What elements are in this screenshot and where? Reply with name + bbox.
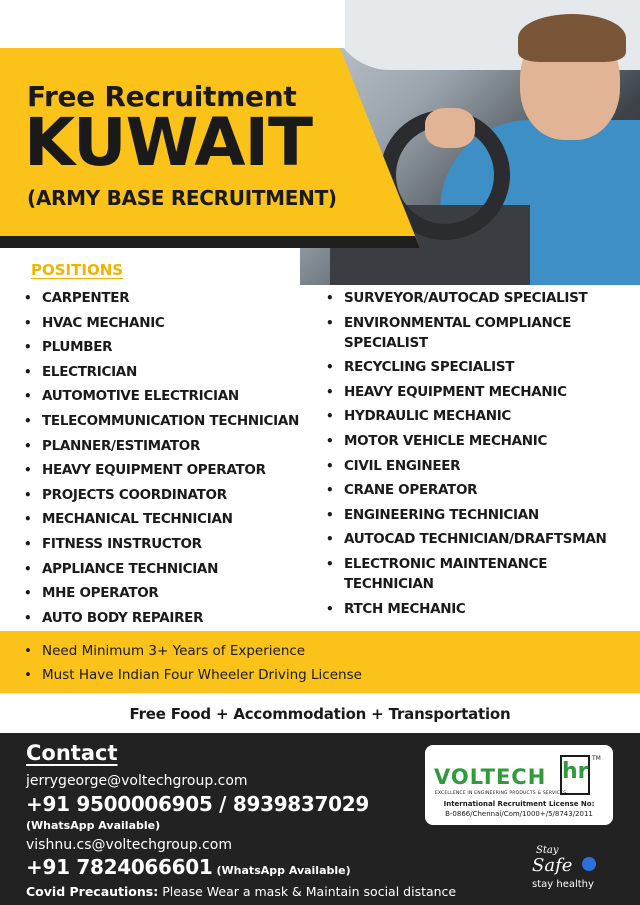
phone-row <box>26 855 351 879</box>
list-item <box>326 357 636 377</box>
bullet-icon: • <box>24 487 32 502</box>
stay-safe-bottom: stay healthy <box>532 879 594 890</box>
position-label: PLUMBER <box>42 339 113 356</box>
list-item <box>24 460 324 480</box>
list-item <box>24 485 324 505</box>
bullet-icon: • <box>24 291 32 305</box>
bullet-icon: • <box>24 438 32 453</box>
position-label: CRANE OPERATOR <box>344 482 478 499</box>
stay-safe-top: Stay <box>536 845 559 856</box>
covid-label: Covid Precautions: <box>26 884 159 899</box>
mask-person-icon <box>582 857 596 871</box>
list-item <box>24 608 324 628</box>
position-label: HVAC MECHANIC <box>42 314 165 331</box>
bullet-icon: • <box>326 433 334 448</box>
position-label: RECYCLING SPECIALIST <box>344 359 515 376</box>
list-item <box>24 639 640 663</box>
positions-list-right <box>326 288 636 623</box>
position-label: MECHANICAL TECHNICIAN <box>42 511 233 528</box>
bullet-icon: • <box>326 532 334 547</box>
positions-heading: POSITIONS <box>31 261 124 279</box>
bullet-icon: • <box>24 364 32 379</box>
voltech-logo: VOLTECH <box>434 765 547 789</box>
bullet-icon: • <box>326 507 334 522</box>
phone-number[interactable]: +91 7824066601 <box>26 855 213 879</box>
position-label: MOTOR VEHICLE MECHANIC <box>344 432 548 449</box>
bullet-icon: • <box>24 413 32 428</box>
title-country: KUWAIT <box>24 104 313 181</box>
position-label: ENGINEERING TECHNICIAN <box>344 506 539 523</box>
position-label: CARPENTER <box>42 290 130 306</box>
trademark-mark: TM <box>592 755 601 762</box>
bullet-icon: • <box>326 601 334 616</box>
covid-text: Please Wear a mask & Maintain social distance <box>162 884 457 899</box>
list-item <box>24 583 324 603</box>
bullet-icon: • <box>326 360 334 375</box>
list-item <box>24 337 324 357</box>
list-item <box>24 313 324 333</box>
position-label: PLANNER/ESTIMATOR <box>42 437 201 454</box>
hr-logo: hr <box>560 755 590 795</box>
title-panel-underline <box>0 236 420 248</box>
bullet-icon: • <box>24 586 32 601</box>
list-item <box>24 436 324 456</box>
voltech-logo-card <box>425 745 613 825</box>
position-label: FITNESS INSTRUCTOR <box>42 535 202 552</box>
bullet-icon: • <box>24 561 32 576</box>
contact-footer <box>0 733 640 905</box>
hero-banner <box>0 0 640 285</box>
driver-hair-shape <box>518 14 626 62</box>
bullet-icon: • <box>326 291 334 305</box>
stay-safe-mid: Safe <box>532 855 573 876</box>
list-item <box>24 509 324 529</box>
requirement-text: Need Minimum 3+ Years of Experience <box>42 643 306 659</box>
benefits-line: Free Food + Accommodation + Transportation <box>129 705 511 723</box>
list-item <box>326 599 636 619</box>
bullet-icon: • <box>24 536 32 551</box>
position-label: AUTOCAD TECHNICIAN/DRAFTSMAN <box>344 531 607 548</box>
position-label: PROJECTS COORDINATOR <box>42 486 227 503</box>
position-label: CIVIL ENGINEER <box>344 457 461 474</box>
bullet-icon: • <box>24 340 32 355</box>
bullet-icon: • <box>24 512 32 527</box>
list-item <box>24 534 324 554</box>
title-free-recruitment: Free Recruitment <box>27 80 297 113</box>
contact-heading: Contact <box>26 741 118 765</box>
position-label: MHE OPERATOR <box>42 585 159 602</box>
stay-safe-badge <box>530 845 610 895</box>
list-item <box>326 554 636 594</box>
bullet-icon: • <box>326 409 334 424</box>
list-item <box>326 456 636 476</box>
phone-number[interactable]: +91 9500006905 / 8939837029 <box>26 792 370 816</box>
bullet-icon: • <box>326 556 334 571</box>
title-panel-top <box>0 0 345 48</box>
logo-tagline: EXCELLENCE IN ENGINEERING PRODUCTS & SERVICES <box>435 791 567 796</box>
position-label: TELECOMMUNICATION TECHNICIAN <box>42 412 300 429</box>
position-label: ELECTRONIC MAINTENANCE TECHNICIAN <box>344 555 548 592</box>
positions-list-left <box>24 288 324 632</box>
list-item <box>326 480 636 500</box>
list-item <box>326 505 636 525</box>
position-label: HYDRAULIC MECHANIC <box>344 408 512 425</box>
license-number: B-0866/Chennai/Com/1000+/5/8743/2011 <box>445 810 593 818</box>
bullet-icon: • <box>326 458 334 473</box>
covid-note <box>26 884 456 899</box>
list-item <box>326 406 636 426</box>
position-label: ELECTRICIAN <box>42 363 137 380</box>
list-item <box>326 529 636 549</box>
position-label: RTCH MECHANIC <box>344 600 466 617</box>
license-label: International Recruitment License No: <box>443 800 595 808</box>
list-item <box>24 559 324 579</box>
email-link[interactable]: jerrygeorge@voltechgroup.com <box>26 773 248 789</box>
list-item <box>326 288 636 308</box>
list-item <box>326 382 636 402</box>
bullet-icon: • <box>24 389 32 404</box>
list-item <box>24 362 324 382</box>
position-label: AUTO BODY REPAIRER <box>42 609 204 626</box>
position-label: HEAVY EQUIPMENT MECHANIC <box>344 383 567 400</box>
position-label: SURVEYOR/AUTOCAD SPECIALIST <box>344 290 588 306</box>
list-item <box>24 663 640 687</box>
bullet-icon: • <box>326 384 334 399</box>
bullet-icon: • <box>24 463 32 478</box>
requirements-band <box>0 631 640 693</box>
position-label: APPLIANCE TECHNICIAN <box>42 560 219 577</box>
list-item <box>24 288 324 308</box>
list-item <box>326 431 636 451</box>
bullet-icon: • <box>326 483 334 498</box>
bullet-icon: • <box>326 315 334 330</box>
position-label: ENVIRONMENTAL COMPLIANCE SPECIALIST <box>344 314 572 351</box>
title-subtitle: (ARMY BASE RECRUITMENT) <box>27 186 337 210</box>
position-label: HEAVY EQUIPMENT OPERATOR <box>42 462 266 479</box>
position-label: AUTOMOTIVE ELECTRICIAN <box>42 388 239 405</box>
list-item <box>24 411 324 431</box>
bullet-icon: • <box>24 315 32 330</box>
driver-hand-shape <box>425 108 475 148</box>
whatsapp-note: (WhatsApp Available) <box>216 864 351 877</box>
list-item <box>24 386 324 406</box>
whatsapp-note: (WhatsApp Available) <box>26 819 161 832</box>
requirement-text: Must Have Indian Four Wheeler Driving License <box>42 667 362 683</box>
bullet-icon: • <box>24 610 32 625</box>
bullet-icon: • <box>24 667 32 683</box>
email-link[interactable]: vishnu.cs@voltechgroup.com <box>26 837 232 853</box>
list-item <box>326 313 636 353</box>
bullet-icon: • <box>24 643 32 659</box>
